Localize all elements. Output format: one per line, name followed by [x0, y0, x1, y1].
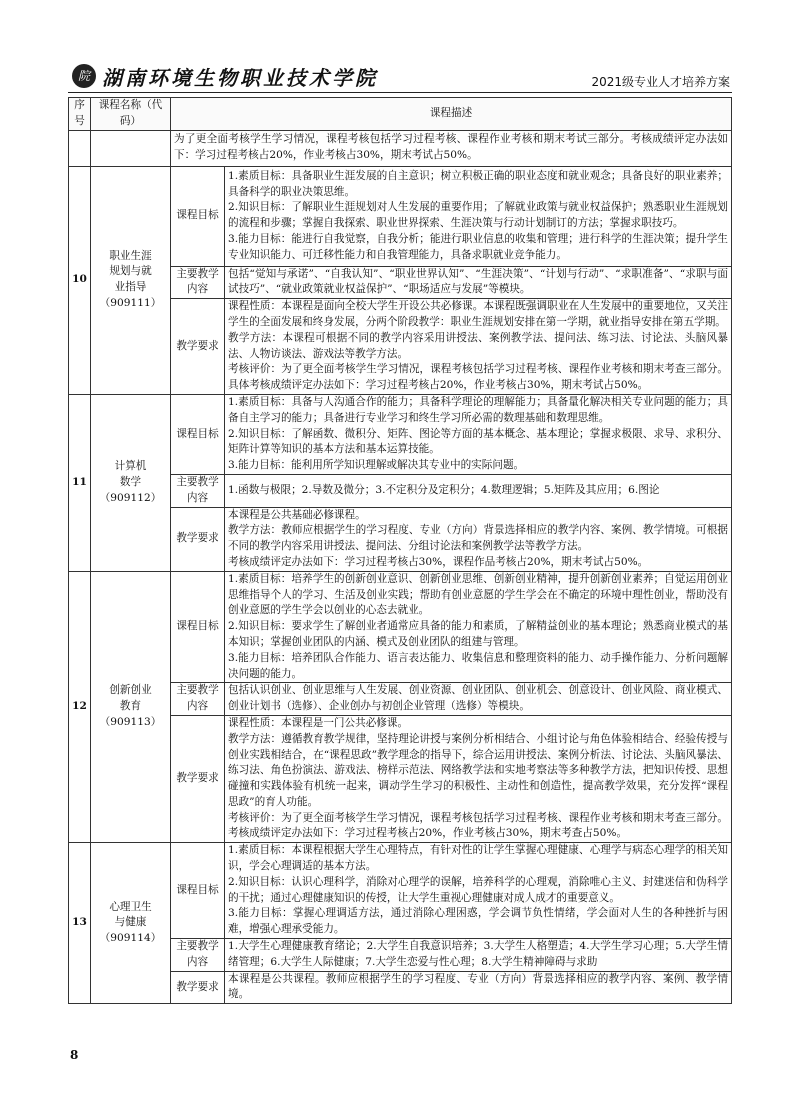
- label-teaching-req: 教学要求: [171, 507, 225, 571]
- course-row-10-goal: [69, 166, 732, 266]
- continuation-row: [69, 130, 732, 166]
- course-row-11-goal: [69, 394, 732, 474]
- label-teaching-req: 教学要求: [171, 299, 225, 395]
- label-course-content: 主要教学内容: [171, 683, 225, 716]
- course-goal-text: 1.素质目标：本课程根据大学生心理特点，有针对性的让学生掌握心理健康、心理学与病态心理学的相关知识，学会心理调适的基本方法。 2.知识目标：认识心理科学，消除对心理学的误解，培养科学的心理观，消除唯心主义、封建迷信和伪科学的干扰；通过心理健康知识的传授，让大学生重视心理健康对成人成才的重要意义。 3.能力目标：掌握心理调适方法，通过消除心理困惑，学会调节负性情绪，学会面对人生的各种挫折与困难，增强心理承受能力。: [225, 843, 732, 939]
- course-goal-text: 1.素质目标：培养学生的创新创业意识、创新创业思维、创新创业精神，提升创新创业素养；自觉运用创业思维指导个人的学习、生活及创业实践；帮助有创业意愿的学生学会在不确定的环境中理性创业，帮助没有创业意愿的学生学会以创业的心态去就业。 2.知识目标：要求学生了解创业者通常应具备的能力和素质，了解精益创业的基本理论；熟悉商业模式的基本知识；掌握创业团队的内涵、模式及创业团队的组建与管理。 3.能力目标：培养团队合作能力、语言表达能力、收集信息和整理资料的能力、动手操作能力、分析问题解决问题的能力。: [225, 571, 732, 683]
- course-goal-text: 1.素质目标：具备职业生涯发展的自主意识；树立积极正确的职业态度和就业观念；具备良好的职业素养；具备科学的职业决策思维。 2.知识目标：了解职业生涯规划对人生发展的重要作用；了解就业政策与就业权益保护；熟悉职业生涯规划的流程和步骤；掌握自我探索、职业世界探索、生涯决策与行动计划制订的方法；掌握求职技巧。 3.能力目标：能进行自我觉察，自我分析；能进行职业信息的收集和管理；进行科学的生涯决策；提升学生专业知识能力、可迁移性能力和自我管理能力，具备求职就业竞争能力。: [225, 166, 732, 266]
- teaching-req-text: 本课程是公共基础必修课程。 教学方法：教师应根据学生的学习程度、专业（方向）背景选择相应的教学内容、案例、教学情境。可根据不同的教学内容采用讲授法、提问法、分组讨论法和案例教学法等教学方法。 考核成绩评定办法如下：学习过程考核占30%，课程作品考核占20%，期末考试占50%。: [225, 507, 732, 571]
- teaching-req-text: 课程性质：本课程是面向全校大学生开设公共必修课。本课程既强调职业在人生发展中的重要地位，又关注学生的全面发展和终身发展，分两个阶段教学：职业生涯规划安排在第一学期，就业指导安排在第五学期。 教学方法：本课程可根据不同的教学内容采用讲授法、案例教学法、提问法、练习法、讨论法、头脑风暴法、人物访谈法、游戏法等教学方法。 考核评价：为了更全面考核学生学习情况，课程考核包括学习过程考核、课程作业考核和期末考查三部分。具体考核成绩评定办法如下：学习过程考核占20%，作业考核占30%，期末考试占50%。: [225, 299, 732, 395]
- course-goal-text: 1.素质目标：具备与人沟通合作的能力；具备科学理论的理解能力；具备量化解决相关专业问题的能力；具备自主学习的能力；具备进行专业学习和终生学习所必需的数理基础和数理思维。 2.知识目标：了解函数、微积分、矩阵、图论等方面的基本概念、基本理论；掌握求极限、求导、求积分、矩阵计算等知识的基本方法和基本运算技能。 3.能力目标：能利用所学知识理解或解决其专业中的实际问题。: [225, 394, 732, 474]
- header-course-name: 课程名称（代码）: [91, 98, 171, 131]
- course-name: 创新创业 教育 （909113）: [91, 571, 171, 843]
- label-course-content: 主要教学内容: [171, 266, 225, 299]
- continuation-name-cell: [91, 130, 171, 166]
- label-course-goal: 课程目标: [171, 843, 225, 939]
- course-table: [68, 97, 732, 1004]
- course-index: 10: [69, 166, 91, 394]
- course-content-text: 1.大学生心理健康教育绪论；2.大学生自我意识培养；3.大学生人格塑造；4.大学生学习心理；5.大学生情绪管理；6.大学生人际健康；7.大学生恋爱与性心理；8.大学生精神障碍与求助: [225, 939, 732, 972]
- course-content-text: 包括“觉知与承诺”、“自我认知”、“职业世界认知”、“生涯决策”、“计划与行动”、“求职准备”、“求职与面试技巧”、“就业政策就业权益保护”、“职场适应与发展”等模块。: [225, 266, 732, 299]
- header-index: 序号: [69, 98, 91, 131]
- course-index: 13: [69, 843, 91, 1004]
- table-header-row: [69, 98, 732, 131]
- teaching-req-text: 本课程是公共课程。教师应根据学生的学习程度、专业（方向）背景选择相应的教学内容、案例、教学情境。: [225, 971, 732, 1004]
- course-name: 职业生涯 规划与就 业指导 （909111）: [91, 166, 171, 394]
- course-index: 11: [69, 394, 91, 571]
- page-header: [68, 62, 732, 93]
- course-content-text: 包括认识创业、创业思维与人生发展、创业资源、创业团队、创业机会、创意设计、创业风险、商业模式、创业计划书（选修）、企业创办与初创企业管理（选修）等模块。: [225, 683, 732, 716]
- label-course-content: 主要教学内容: [171, 474, 225, 507]
- label-course-content: 主要教学内容: [171, 939, 225, 972]
- continuation-index-cell: [69, 130, 91, 166]
- school-logo-icon: 院: [72, 64, 96, 88]
- course-content-text: 1.函数与极限；2.导数及微分；3.不定积分及定积分；4.数理逻辑；5.矩阵及其应用；6.图论: [225, 474, 732, 507]
- label-course-goal: 课程目标: [171, 166, 225, 266]
- label-course-goal: 课程目标: [171, 571, 225, 683]
- teaching-req-text: 课程性质：本课程是一门公共必修课。 教学方法：遵循教育教学规律，坚持理论讲授与案例分析相结合、小组讨论与角色体验相结合、经验传授与创业实践相结合，在“课程思政”教学理念的指导下，综合运用讲授法、案例分析法、讨论法、头脑风暴法、练习法、角色扮演法、游戏法、榜样示范法、网络教学法和实地考察法等多种教学方法，把知识传授、思想碰撞和实践体验有机统一起来，调动学生学习的积极性、主动性和创造性，提高教学效果，充分发挥“课程思政”的育人功能。 考核评价：为了更全面考核学生学习情况，课程考核包括学习过程考核、课程作业考核和期末考查三部分。考核成绩评定办法如下：学习过程考核占20%，作业考核占30%，期末考查占50%。: [225, 715, 732, 842]
- label-teaching-req: 教学要求: [171, 971, 225, 1004]
- course-name: 心理卫生 与健康 （909114）: [91, 843, 171, 1004]
- continuation-text: 为了更全面考核学生学习情况，课程考核包括学习过程考核、课程作业考核和期末考试三部分。考核成绩评定办法如下：学习过程考核占20%，作业考核占30%，期末考试占50%。: [171, 130, 732, 166]
- document-title: 2021级专业人才培养方案: [591, 75, 730, 89]
- school-name: 湖南环境生物职业技术学院: [102, 66, 378, 90]
- course-row-13-goal: [69, 843, 732, 939]
- page-number: 8: [70, 1048, 79, 1062]
- course-index: 12: [69, 571, 91, 843]
- course-row-12-goal: [69, 571, 732, 683]
- label-course-goal: 课程目标: [171, 394, 225, 474]
- course-name: 计算机 数学 （909112）: [91, 394, 171, 571]
- label-teaching-req: 教学要求: [171, 715, 225, 842]
- header-description: 课程描述: [171, 98, 732, 131]
